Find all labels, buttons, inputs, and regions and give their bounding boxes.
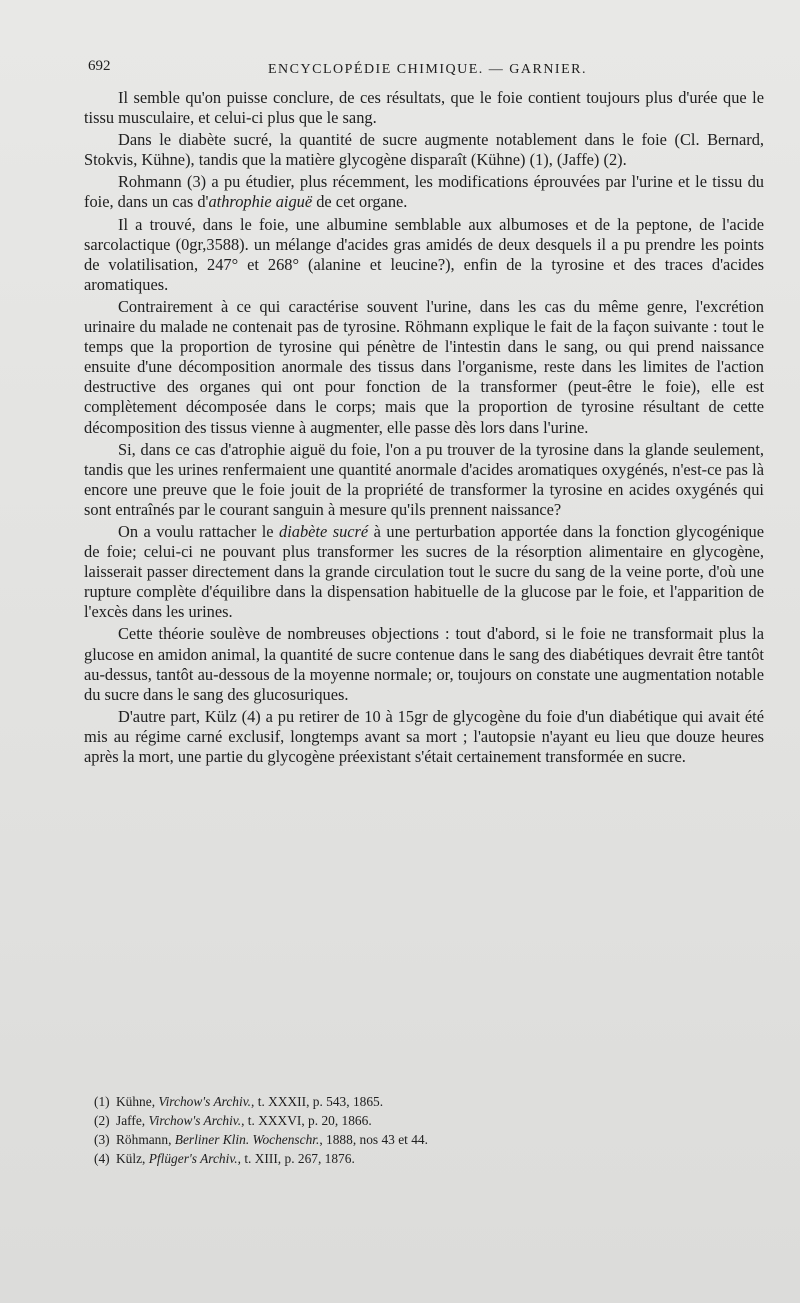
text-run: Si, dans ce cas d'atrophie aiguë du foie, l'on a pu trouver de la tyrosine dans la glande seulement, tandis que les urines renfermaient une quantité anormale d'acides aromatiques oxygénés, n'est-ce pas là encore une preuve que le foie jouit de la propriété de transformer la tyrosine en acides oxygénés qui sont entraînés par le courant sanguin à mesure qu'ils prennent naissance?	[84, 439, 764, 519]
footnote	[94, 1149, 734, 1168]
text-run: , t. XXXII, p. 543, 1865.	[251, 1094, 384, 1109]
paragraph	[84, 522, 764, 622]
text-run: , t. XXXVI, p. 20, 1866.	[241, 1113, 372, 1128]
footnote-number: (1)	[94, 1094, 110, 1109]
text-run: , t. XIII, p. 267, 1876.	[237, 1151, 355, 1166]
paragraph	[84, 130, 764, 170]
italic-text: Berliner Klin. Wochenschr.	[174, 1132, 320, 1147]
text-run: Contrairement à ce qui caractérise souvent l'urine, dans les cas du même genre, l'excrétion urinaire du malade ne contenait pas de tyrosine. Röhmann explique le fait de la façon suivante : tout le temps que la proportion de tyrosine qui pénètre de l'intestin dans le sang, ou qui prend naissance ensuite d'une décomposition anormale des tissus dans l'organisme, reste dans les limites de l'action destructive des organes qui ont pour fonction de la transformer (peut-être le foie), elle est complètement décomposée dans le corps; mais que la proportion de tyrosine résultant de cette décomposition des tissus vienne à augmenter, elle passe dès lors dans l'urine.	[84, 296, 764, 437]
text-run: Cette théorie soulève de nombreuses objections : tout d'abord, si le foie ne transformait plus la glucose en amidon animal, la quantité de sucre contenue dans le sang des diabétiques devrait être tantôt au-dessus, tantôt au-dessous de la moyenne normale; or, toujours on constate une augmentation notable du sucre dans le sang des glucosuriques.	[84, 624, 764, 704]
paragraph	[84, 215, 764, 295]
text-run: de cet organe.	[312, 192, 408, 212]
paragraph	[84, 440, 764, 520]
text-run: Kühne,	[116, 1094, 159, 1109]
text-run: Külz,	[116, 1151, 149, 1166]
running-head: ENCYCLOPÉDIE CHIMIQUE. — GARNIER.	[268, 62, 587, 77]
page-number: 692	[88, 58, 111, 74]
text-run: Dans le diabète sucré, la quantité de sucre augmente notablement dans le foie (Cl. Bernard, Stokvis, Kühne), tandis que la matière glycogène disparaît (Kühne) (1), (Jaffe) (2).	[84, 130, 764, 170]
text-run: Jaffe,	[116, 1113, 149, 1128]
footnote	[94, 1092, 734, 1111]
text-run: Rohmann (3) a pu étudier, plus récemment, les modifications éprouvées par l'urine et le tissu du foie, dans un cas d'	[84, 172, 764, 212]
text-run: Röhmann,	[116, 1132, 175, 1147]
text-run: On a voulu rattacher le	[118, 521, 280, 541]
paragraph	[84, 624, 764, 704]
footnote	[94, 1111, 734, 1130]
text-run: Il a trouvé, dans le foie, une albumine semblable aux albumoses et de la peptone, de l'acide sarcolactique (0gr,3588). un mélange d'acides gras amidés de deux desquels il a pu prendre les points de volatilisation, 247° et 268° (alanine et leucine?), enfin de la tyrosine et des traces d'acides aromatiques.	[84, 214, 764, 294]
italic-text: athrophie aiguë	[208, 192, 313, 212]
footnote-number: (3)	[94, 1132, 110, 1147]
paragraph	[84, 297, 764, 438]
body-text	[84, 88, 764, 769]
footnotes	[94, 1092, 734, 1168]
text-run: à une perturbation apportée dans la fonction glycogénique de foie; celui-ci ne pouvant plus transformer les sucres de la résorption alimentaire en glycogène, laisserait passer directement dans la grande circulation tout le sucre du sang de la veine porte, d'où une rupture complète d'équilibre dans la dispensation habituelle de la glucose par le foie, et l'apparition de l'excès dans les urines.	[84, 521, 765, 622]
paragraph	[84, 172, 764, 212]
text-run: , 1888, nos 43 et 44.	[319, 1132, 428, 1147]
footnote-number: (4)	[94, 1151, 110, 1166]
italic-text: diabète sucré	[279, 521, 369, 541]
footnote	[94, 1130, 734, 1149]
text-run: D'autre part, Külz (4) a pu retirer de 10 à 15gr de glycogène du foie d'un diabétique qui avait été mis au régime carné exclusif, longtemps avant sa mort ; l'autopsie n'ayant eu lieu que douze heures après la mort, une partie du glycogène préexistant s'était certainement transformée en sucre.	[84, 706, 764, 766]
paragraph	[84, 88, 764, 128]
text-run: Il semble qu'on puisse conclure, de ces résultats, que le foie contient toujours plus d'urée que le tissu musculaire, et celui-ci plus que le sang.	[84, 88, 764, 128]
footnote-number: (2)	[94, 1113, 110, 1128]
italic-text: Virchow's Archiv.	[148, 1113, 242, 1128]
paragraph	[84, 707, 764, 767]
italic-text: Pflüger's Archiv.	[148, 1151, 238, 1166]
page-header	[88, 58, 770, 82]
italic-text: Virchow's Archiv.	[158, 1094, 252, 1109]
